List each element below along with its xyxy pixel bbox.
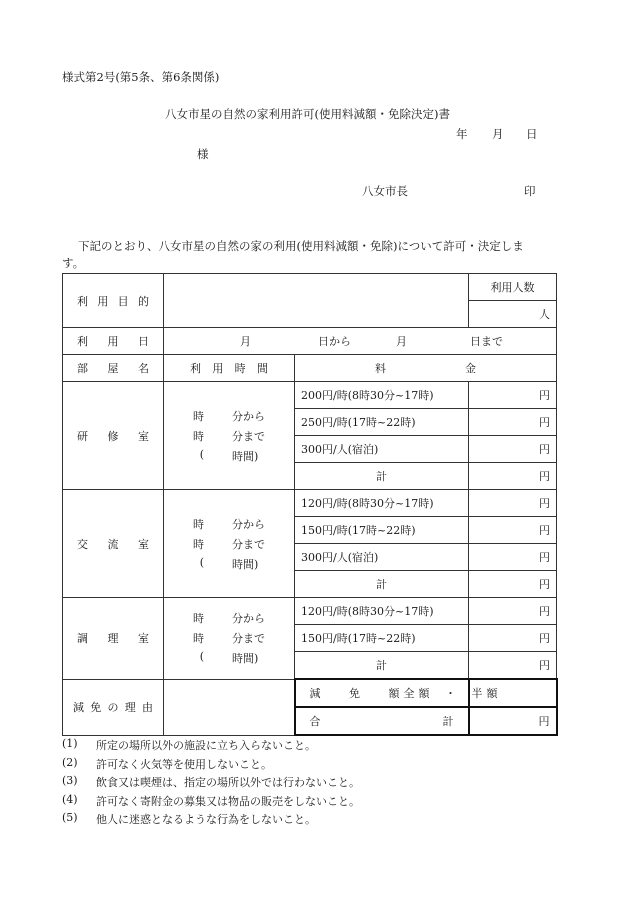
purpose-field[interactable] — [164, 274, 469, 328]
room-1-fee-1[interactable] — [469, 382, 557, 409]
rule-item — [62, 793, 360, 812]
room-1-total[interactable] — [469, 463, 557, 490]
room-2-total-label: 計 — [295, 571, 469, 598]
room-3-total[interactable] — [469, 652, 557, 680]
form-title: 八女市星の自然の家利用許可(使用料減額・免除決定)書 — [165, 107, 450, 121]
yen-label: 円 — [539, 389, 550, 402]
form-number: 様式第2号(第5条、第6条関係) — [62, 70, 220, 84]
rule-number: (2) — [62, 755, 78, 769]
rule-item — [62, 737, 360, 756]
room-3-paren: ( — [199, 650, 204, 664]
date-label-cell — [63, 328, 164, 355]
rule-text: 他人に迷惑となるような行為をしないこと。 — [96, 813, 316, 826]
yen-label: 円 — [539, 659, 550, 672]
rule-item — [62, 774, 360, 793]
room-3-rate-2: 150円/時(17時~22時) — [295, 625, 469, 652]
room-3-start-hour: 時 — [193, 612, 204, 626]
room-1-name-cell — [63, 382, 164, 490]
issuer: 八女市長 — [362, 184, 408, 198]
date-label: 利用日 — [77, 335, 149, 348]
purpose-label: 利用目的 — [77, 294, 149, 308]
seal-mark: 印 — [524, 184, 536, 198]
room-1-end-hour: 時 — [193, 429, 204, 443]
rules-list — [62, 737, 360, 830]
room-3-name-cell — [63, 598, 164, 680]
grand-total-label-cell — [295, 707, 469, 735]
room-1-rate-3: 300円/人(宿泊) — [295, 436, 469, 463]
headcount-unit: 人 — [539, 308, 550, 321]
date-to-day: 日まで — [470, 335, 503, 348]
purpose-label-cell — [63, 274, 164, 328]
grand-total-field[interactable] — [469, 707, 557, 735]
room-2-end-min: 分まで — [232, 537, 265, 551]
yen-label: 円 — [539, 470, 550, 483]
room-1-paren: ( — [199, 447, 204, 461]
room-1-rate-1: 200円/時(8時30分~17時) — [295, 382, 469, 409]
rule-number: (3) — [62, 774, 78, 787]
date-day: 日 — [526, 127, 538, 141]
room-2-fee-2[interactable] — [469, 517, 557, 544]
room-3-fee-2[interactable] — [469, 625, 557, 652]
yen-label: 円 — [539, 443, 550, 456]
room-1-start-min: 分から — [232, 409, 265, 423]
room-2-paren: ( — [199, 555, 204, 569]
yen-label: 円 — [539, 605, 550, 618]
room-3-hours: 時間) — [232, 652, 259, 666]
room-2-hours: 時間) — [232, 557, 259, 571]
room-1-end-min: 分まで — [232, 429, 265, 443]
yen-label: 円 — [539, 578, 550, 591]
yen-label: 円 — [539, 524, 550, 537]
rule-number: (5) — [62, 811, 78, 824]
room-2-end-hour: 時 — [193, 537, 204, 551]
room-3-end-hour: 時 — [193, 632, 204, 646]
room-3-end-min: 分まで — [232, 632, 265, 646]
room-2-start-min: 分から — [232, 517, 265, 531]
rule-text: 許可なく寄附金の募集又は物品の販売をしないこと。 — [96, 794, 360, 808]
room-2-time-field[interactable] — [164, 490, 295, 598]
room-2-name: 交流室 — [77, 537, 149, 551]
date-field[interactable] — [164, 328, 557, 355]
room-2-rate-1: 120円/時(8時30分~17時) — [295, 490, 469, 517]
grand-total-label: 合計 — [309, 715, 454, 728]
headcount-field[interactable] — [469, 301, 557, 328]
reduction-reason-label: 減免の理由 — [73, 701, 153, 714]
rule-number: (4) — [62, 792, 78, 806]
headcount-label: 利用人数 — [469, 274, 557, 301]
room-2-fee-3[interactable] — [469, 544, 557, 571]
room-3-time-field[interactable] — [164, 598, 295, 680]
yen-label: 円 — [539, 551, 550, 564]
rule-text: 飲食又は喫煙は、指定の場所以外では行わないこと。 — [96, 776, 360, 789]
room-1-time-field[interactable] — [164, 382, 295, 490]
room-2-fee-1[interactable] — [469, 490, 557, 517]
yen-label: 円 — [539, 416, 550, 429]
intro-text: 下記のとおり、八女市星の自然の家の利用(使用料減額・免除)について許可・決定しま — [78, 239, 524, 253]
fee-header-cell — [295, 355, 557, 382]
room-2-rate-3: 300円/人(宿泊) — [295, 544, 469, 571]
recipient-suffix: 様 — [197, 147, 209, 161]
room-3-fee-1[interactable] — [469, 598, 557, 625]
room-2-name-cell — [63, 490, 164, 598]
reduction-amount-label: 減免額 — [309, 687, 400, 700]
rule-number: (1) — [62, 737, 78, 750]
yen-label: 円 — [539, 497, 550, 510]
time-header-cell — [164, 355, 295, 382]
date-from-day: 日から — [318, 335, 351, 348]
date-month: 月 — [492, 127, 504, 141]
rule-item — [62, 756, 360, 775]
date-from-month: 月 — [240, 335, 251, 348]
room-3-total-label: 計 — [295, 652, 469, 680]
room-1-hours: 時間) — [232, 449, 259, 463]
rule-text: 所定の場所以外の施設に立ち入らないこと。 — [96, 739, 316, 752]
room-1-rate-2: 250円/時(17時~22時) — [295, 409, 469, 436]
room-header-cell — [63, 355, 164, 382]
room-1-fee-2[interactable] — [469, 409, 557, 436]
date-year: 年 — [456, 127, 468, 141]
reduction-reason-field[interactable] — [164, 679, 295, 735]
room-2-start-hour: 時 — [193, 517, 204, 531]
room-1-name: 研修室 — [77, 429, 149, 443]
room-3-rate-1: 120円/時(8時30分~17時) — [295, 598, 469, 625]
reduction-options[interactable] — [403, 679, 557, 707]
room-1-total-label: 計 — [295, 463, 469, 490]
yen-label: 円 — [539, 632, 550, 645]
room-header: 部屋名 — [77, 362, 149, 375]
rule-text: 許可なく火気等を使用しないこと。 — [96, 757, 272, 771]
room-2-total[interactable] — [469, 571, 557, 598]
room-3-start-min: 分から — [232, 612, 265, 626]
rule-item — [62, 811, 360, 830]
room-1-fee-3[interactable] — [469, 436, 557, 463]
intro-text-cont: す。 — [62, 256, 85, 270]
fee-header: 料金 — [375, 362, 476, 375]
room-2-rate-2: 150円/時(17時~22時) — [295, 517, 469, 544]
reduction-reason-label-cell — [63, 679, 164, 735]
date-to-month: 月 — [396, 335, 407, 348]
reduction-options-text: 全額 ・ 半額 — [403, 687, 502, 700]
room-3-name: 調理室 — [77, 632, 149, 646]
time-header: 利用時間 — [190, 362, 268, 375]
permit-table — [62, 273, 558, 736]
yen-label: 円 — [538, 715, 550, 728]
room-1-start-hour: 時 — [193, 409, 204, 423]
